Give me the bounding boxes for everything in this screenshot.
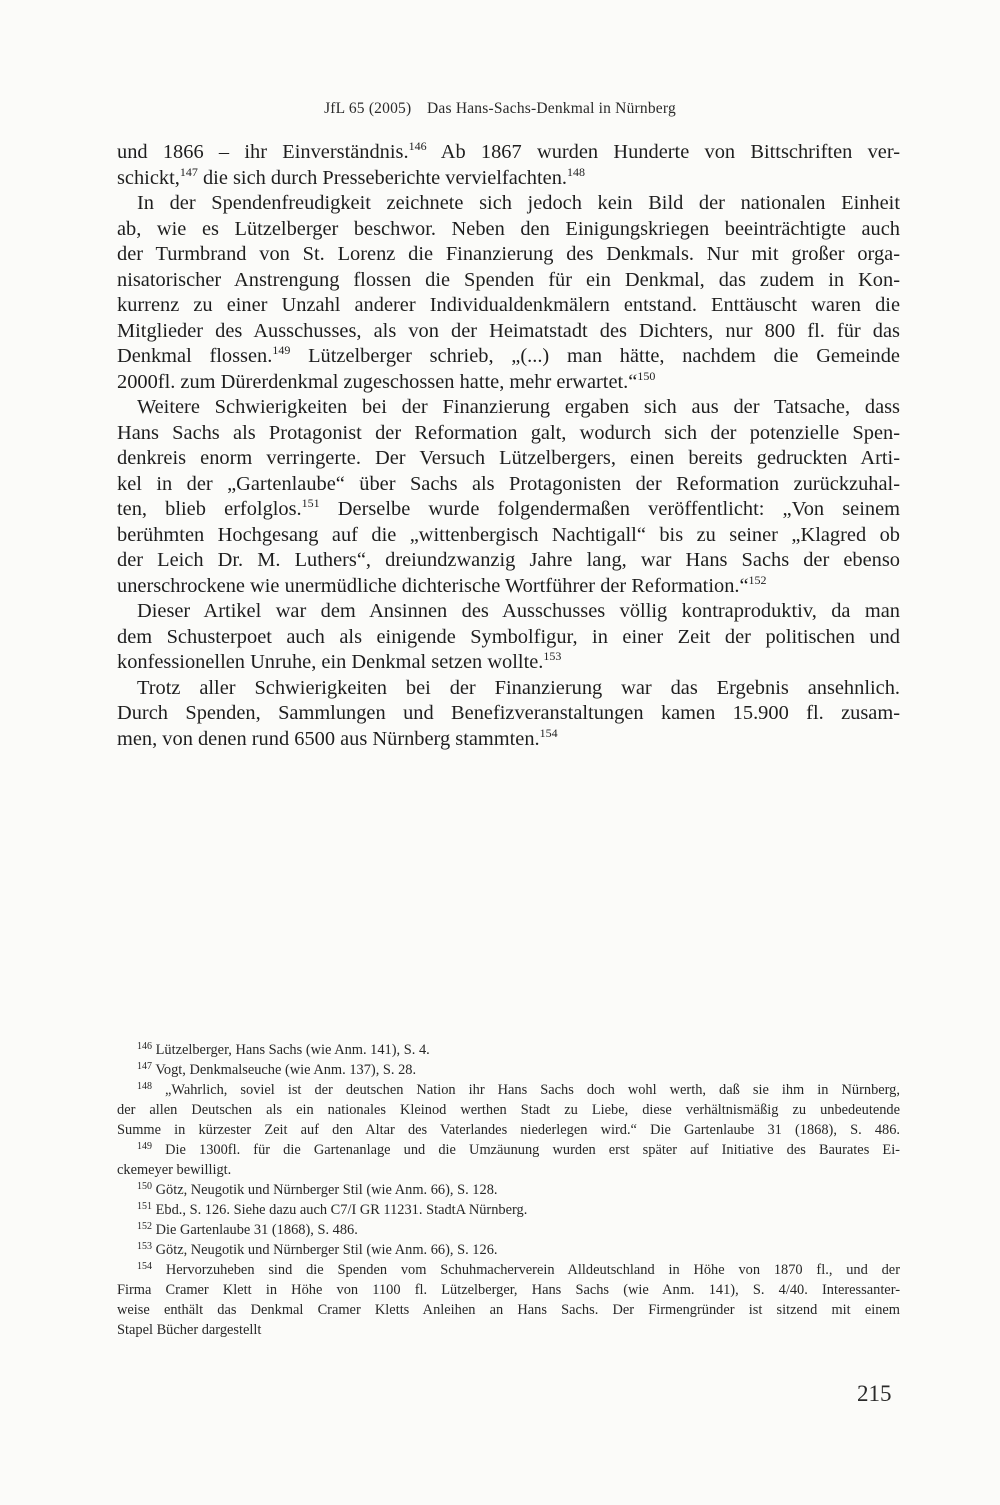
footnote-continuation [117,1160,900,1180]
text-segment: Ab 1867 wurden Hunderte von Bittschriften ver- [426,141,900,163]
text-segment: konfessionellen Unruhe, ein Denkmal setzen wollte. [117,651,544,673]
footnote-continuation [117,1320,900,1340]
text-line [117,370,900,396]
text-segment: men, von denen rund 6500 aus Nürnberg stammten. [117,727,540,750]
text-segment: nisatorischer Anstrengung flossen die Spenden für ein Denkmal, das zudem in Kon- [117,268,900,291]
main-text [117,140,900,752]
text-line [117,217,900,243]
text-line [117,166,900,192]
text-segment: berühmten Hochgesang auf die „wittenbergisch Nachtigall“ bis zu seiner „Klagred ob [117,523,900,546]
text-line [117,599,900,625]
text-segment: und 1866 – ihr Einverständnis. [117,141,409,163]
footnote-text: Summe in kürzester Zeit auf den Altar des Vaterlandes niederlegen wird.“ Die Gartenlaube 31 (1868), S. 486. [117,1122,900,1138]
text-line [117,191,900,217]
footnote-number: 150 [137,1181,152,1192]
text-line [117,523,900,549]
text-segment: Durch Spenden, Sammlungen und Benefizveranstaltungen kamen 15.900 fl. zusam- [117,702,900,724]
footnote-number: 146 [137,1041,152,1052]
text-line [117,548,900,574]
footnote-ref[interactable]: 148 [567,164,586,179]
footnote-text: Hervorzuheben sind die Spenden vom Schuhmacherverein Alldeutschland in Höhe von 1870 fl., und der [165,1262,900,1278]
text-segment: kel in der „Gartenlaube“ über Sachs als Protagonisten der Reformation zurückzuhal- [117,472,900,495]
footnote-ref[interactable]: 152 [748,572,767,587]
footnote [117,1200,900,1220]
text-line [117,727,900,753]
text-line [117,242,900,268]
text-segment: Hans Sachs als Protagonist der Reformation galt, wodurch sich der potenzielle Spen- [117,421,900,444]
footnote-ref[interactable]: 154 [539,725,558,740]
footnotes [117,1040,900,1340]
text-line [117,676,900,702]
footnote-continuation [117,1300,900,1320]
text-line [117,344,900,370]
footnote [117,1040,900,1060]
footnote-text: Götz, Neugotik und Nürnberger Stil (wie Anm. 66), S. 126. [155,1242,498,1258]
footnote-continuation [117,1100,900,1120]
text-segment: ab, wie es Lützelberger beschwor. Neben den Einigungskriegen beeinträchtigte auch [117,217,900,240]
footnote-text: Ebd., S. 126. Siehe dazu auch C7/I GR 11231. StadtA Nürnberg. [155,1202,528,1218]
footnote-text: der allen Deutschen als ein nationales Kleinod werthen Stadt zu Liebe, diese verhältnismäßig zu unbedeutende [117,1102,900,1118]
footnote-ref[interactable]: 153 [543,649,562,663]
footnote [117,1260,900,1280]
footnote-text: Die 1300fl. für die Gartenanlage und die Umzäunung wurden erst später auf Initiative des Baurates Ei- [165,1142,900,1158]
text-line [117,268,900,294]
text-segment: Derselbe wurde folgendermaßen veröffentlicht: „Von seinem [319,498,900,520]
footnote-text: Götz, Neugotik und Nürnberger Stil (wie Anm. 66), S. 128. [155,1182,498,1198]
text-segment: Mitglieder des Ausschusses, als von der Heimatstadt des Dichters, nur 800 fl. für das [117,319,900,342]
footnote-text: Stapel Bücher dargestellt [117,1322,262,1338]
footnote-continuation [117,1120,900,1140]
text-line [117,395,900,421]
text-segment: der Leich Dr. M. Luthers“, dreiundzwanzig Jahre lang, war Hans Sachs der ebenso [117,549,900,571]
footnote-ref[interactable]: 149 [272,343,291,357]
text-line [117,293,900,319]
footnote [117,1080,900,1100]
text-line [117,446,900,472]
text-segment: Lützelberger schrieb, „(...) man hätte, nachdem die Gemeinde [290,345,900,367]
text-segment: Denkmal flossen. [117,345,273,367]
text-segment: Dieser Artikel war dem Ansinnen des Ausschusses völlig kontraproduktiv, da man [137,600,900,622]
text-segment: unerschrockene wie unermüdliche dichterische Wortführer der Reformation.“ [117,574,749,597]
text-line [117,421,900,447]
text-line [117,472,900,498]
footnote-text: weise enthält das Denkmal Cramer Kletts Anleihen an Hans Sachs. Der Firmengründer ist sitzend mit einem [117,1302,900,1318]
footnote-ref[interactable]: 147 [179,164,198,179]
footnote [117,1220,900,1240]
footnote-text: ckemeyer bewilligt. [117,1162,232,1178]
footnote-text: Vogt, Denkmalseuche (wie Anm. 137), S. 28. [155,1062,417,1078]
text-segment: Weitere Schwierigkeiten bei der Finanzierung ergaben sich aus der Tatsache, dass [137,396,900,418]
running-head: JfL 65 (2005) Das Hans-Sachs-Denkmal in Nürnberg [324,100,676,117]
footnote-ref[interactable]: 150 [637,368,656,383]
footnote-number: 149 [137,1141,152,1152]
text-line [117,625,900,651]
text-segment: denkreis enorm verringerte. Der Versuch Lützelbergers, einen bereits gedruckten Arti- [117,447,900,469]
text-segment: Trotz aller Schwierigkeiten bei der Finanzierung war das Ergebnis ansehnlich. [137,676,900,699]
text-segment: kurrenz zu einer Unzahl anderer Individualdenkmälern entstand. Enttäuscht waren die [117,294,900,316]
text-line [117,319,900,345]
text-line [117,140,900,166]
footnote-text: Die Gartenlaube 31 (1868), S. 486. [155,1222,358,1238]
footnote-number: 153 [137,1241,152,1252]
footnote-number: 151 [137,1201,152,1212]
footnote-ref[interactable]: 151 [301,496,320,510]
footnote-number: 152 [137,1221,152,1232]
footnote-number: 154 [137,1261,152,1272]
text-segment: dem Schusterpoet auch als einigende Symbolfigur, in einer Zeit der politischen und [117,625,900,648]
text-segment: In der Spendenfreudigkeit zeichnete sich jedoch kein Bild der nationalen Einheit [137,192,900,214]
text-line [117,574,900,600]
footnote-number: 148 [137,1081,152,1092]
page-number: 215 [857,1381,892,1406]
text-line [117,650,900,676]
text-segment: der Turmbrand von St. Lorenz die Finanzierung des Denkmals. Nur mit großer orga- [117,243,900,265]
footnote [117,1240,900,1260]
text-line [117,497,900,523]
footnote-ref[interactable]: 146 [408,139,427,153]
footnote-text: „Wahrlich, soviel ist der deutschen Nation ihr Hans Sachs doch wohl werth, daß sie ihm in Nürnberg, [165,1082,900,1098]
footnote [117,1180,900,1200]
text-line [117,701,900,727]
footnote-continuation [117,1280,900,1300]
text-segment: schickt, [117,166,180,189]
footnote-text: Lützelberger, Hans Sachs (wie Anm. 141), S. 4. [155,1042,430,1058]
footnote [117,1060,900,1080]
text-segment: die sich durch Presseberichte vervielfachten. [197,166,568,189]
footnote-number: 147 [137,1061,152,1072]
footnote-text: Firma Cramer Klett in Höhe von 1100 fl. Lützelberger, Hans Sachs (wie Anm. 141), S. 4/40. Interessanter- [117,1282,900,1298]
text-segment: 2000fl. zum Dürerdenkmal zugeschossen hatte, mehr erwartet.“ [117,370,638,393]
text-segment: ten, blieb erfolglos. [117,498,302,520]
footnote [117,1140,900,1160]
